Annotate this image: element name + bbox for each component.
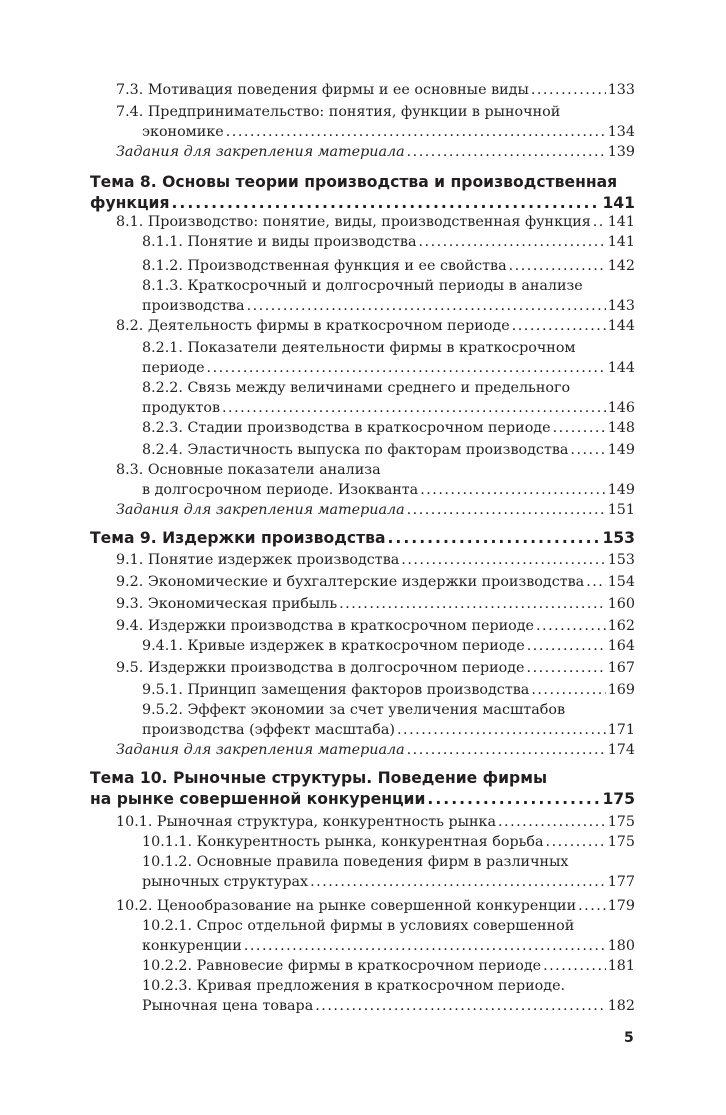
toc-entry (90, 276, 635, 316)
leader-dots (427, 789, 600, 810)
toc-entry-title: 9.3. Экономическая прибыль (116, 596, 338, 612)
toc-entry (90, 102, 635, 142)
toc-entry-title: 9.4.1. Кривые издержек в краткосрочном периоде (142, 638, 525, 654)
toc-page-number: 177 (607, 874, 635, 890)
leader-dots (543, 956, 606, 976)
toc-page-number: 167 (607, 660, 635, 676)
leader-dots (531, 80, 606, 100)
toc-page-number: 141 (607, 214, 635, 230)
toc-entry (90, 378, 635, 418)
toc-entry (90, 896, 635, 916)
leader-dots (226, 122, 606, 142)
toc-entry (90, 636, 635, 656)
toc-entry-title: 8.1. Производство: понятие, виды, производственная функция (116, 214, 591, 230)
leader-dots (388, 528, 601, 549)
toc-page-number: 134 (607, 124, 635, 140)
toc-chapter (90, 528, 635, 549)
toc-entry (90, 832, 635, 852)
toc-page-number: 179 (607, 898, 635, 914)
toc-entry (90, 916, 635, 956)
leader-dots (244, 936, 606, 956)
toc-page-number: 151 (607, 502, 635, 518)
toc-page-number: 175 (602, 790, 635, 808)
leader-dots (527, 658, 606, 678)
toc-page-number: 169 (607, 682, 635, 698)
toc-entry-title: 8.2.4. Эластичность выпуска по факторам производства (142, 442, 569, 458)
toc-page-number: 175 (607, 814, 635, 830)
leader-dots (397, 720, 606, 740)
toc-entry (90, 256, 635, 276)
toc-tasks (90, 142, 635, 162)
toc-page-number: 144 (607, 360, 635, 376)
toc-entry (90, 460, 635, 500)
toc-entry (90, 572, 635, 592)
leader-dots (407, 740, 606, 760)
toc-entry-title: периоде (142, 360, 205, 376)
toc-entry-title: 10.2.3. Кривая предложения в краткосрочном периоде. (142, 978, 566, 994)
toc-entry-title: 10.1.2. Основные правила поведения фирм в различных (142, 854, 569, 870)
toc-entry (90, 418, 635, 438)
leader-dots (418, 232, 605, 252)
toc-entry-title: 8.2.2. Связь между величинами среднего и предельного (142, 380, 571, 396)
toc-page-number: 141 (602, 194, 635, 212)
leader-dots (407, 500, 606, 520)
toc-entry (90, 976, 635, 1016)
toc-page-number: 154 (607, 574, 635, 590)
toc-entry-title: Задания для закрепления материала (116, 144, 405, 160)
toc-tasks (90, 740, 635, 760)
toc-entry-title: 7.3. Мотивация поведения фирмы и ее основные виды (116, 82, 529, 98)
toc-chapter (90, 172, 635, 214)
leader-dots (498, 812, 606, 832)
toc-entry-title: продуктов (142, 400, 221, 416)
leader-dots (509, 256, 606, 276)
toc-entry (90, 316, 635, 336)
toc-entry (90, 616, 635, 636)
toc-entry-title: 8.2.3. Стадии производства в краткосрочном периоде (142, 420, 551, 436)
toc-page-number: 180 (607, 938, 635, 954)
toc-entry-title: 9.5.1. Принцип замещения факторов производства (142, 682, 530, 698)
toc-entry-title: 10.2.2. Равновесие фирмы в краткосрочном периоде (142, 958, 542, 974)
leader-dots (593, 212, 606, 232)
toc-entry (90, 680, 635, 700)
toc-page-number: 160 (607, 596, 635, 612)
toc-entry-title: 10.1.1. Конкурентность рынка, конкурентная борьба (142, 834, 544, 850)
toc-page-number: 146 (607, 400, 635, 416)
toc-entry-title: 10.2. Ценообразование на рынке совершенной конкуренции (116, 898, 577, 914)
toc-entry-title: экономике (142, 124, 224, 140)
leader-dots (172, 193, 601, 214)
toc-entry-title: 9.2. Экономические и бухгалтерские издержки производства (116, 574, 585, 590)
toc-page-number: 153 (607, 552, 635, 568)
toc-page-number: 149 (607, 442, 635, 458)
leader-dots (536, 616, 606, 636)
toc-page-number: 148 (607, 420, 635, 436)
toc-page-number: 171 (607, 722, 635, 738)
page-number: 5 (624, 1030, 634, 1046)
toc-entry-title: производства (эффект масштаба) (142, 722, 396, 738)
toc-page-number: 139 (607, 144, 635, 160)
toc-entry-title: Задания для закрепления материала (116, 502, 405, 518)
toc-entry (90, 700, 635, 740)
toc-entry-title: 8.1.2. Производственная функция и ее свойства (142, 258, 507, 274)
toc-page-number: 141 (607, 234, 635, 250)
toc-entry (90, 80, 635, 100)
toc-entry-title: функция (90, 194, 170, 212)
leader-dots (578, 896, 606, 916)
toc-entry-title: в долгосрочном периоде. Изокванта (142, 482, 419, 498)
toc-entry-title: Тема 10. Рыночные структуры. Поведение фирмы (90, 769, 548, 787)
leader-dots (339, 594, 606, 614)
toc-page-number: 153 (602, 529, 635, 547)
toc-entry-title: конкуренции (142, 938, 242, 954)
toc-entry (90, 232, 635, 252)
leader-dots (310, 872, 606, 892)
toc-page-number: 144 (607, 318, 635, 334)
toc-entry (90, 852, 635, 892)
toc-entry-title: 9.5. Издержки производства в долгосрочном периоде (116, 660, 525, 676)
leader-dots (512, 316, 606, 336)
toc-chapter (90, 768, 635, 810)
toc-page-number: 162 (607, 618, 635, 634)
leader-dots (207, 358, 606, 378)
toc-page-number: 143 (607, 298, 635, 314)
leader-dots (527, 636, 606, 656)
leader-dots (315, 996, 605, 1016)
toc-page-number: 182 (607, 998, 635, 1014)
toc-entry (90, 956, 635, 976)
toc-entry (90, 440, 635, 460)
leader-dots (247, 296, 606, 316)
leader-dots (222, 398, 606, 418)
toc-entry (90, 658, 635, 678)
leader-dots (546, 832, 606, 852)
leader-dots (407, 142, 606, 162)
leader-dots (553, 418, 606, 438)
toc-entry-title: 9.5.2. Эффект экономии за счет увеличения масштабов (142, 702, 565, 718)
toc-page-number: 164 (607, 638, 635, 654)
toc-page-number: 181 (607, 958, 635, 974)
toc-entry-title: 10.2.1. Спрос отдельной фирмы в условиях совершенной (142, 918, 575, 934)
toc-page-number: 142 (607, 258, 635, 274)
toc-entry (90, 594, 635, 614)
toc-entry-title: 7.4. Предпринимательство: понятия, функции в рыночной (116, 104, 561, 120)
toc-entry-title: 9.1. Понятие издержек производства (116, 552, 400, 568)
toc-entry-title: Тема 9. Издержки производства (90, 529, 386, 547)
toc-page-number: 175 (607, 834, 635, 850)
toc-entry-title: 10.1. Рыночная структура, конкурентность рынка (116, 814, 496, 830)
toc-entry-title: 8.2.1. Показатели деятельности фирмы в краткосрочном (142, 340, 576, 356)
toc-entry-title: рыночных структурах (142, 874, 309, 890)
leader-dots (401, 550, 605, 570)
toc-entry (90, 212, 635, 232)
toc-entry-title: на рынке совершенной конкуренции (90, 790, 426, 808)
toc-entry-title: Тема 8. Основы теории производства и производственная (90, 173, 618, 191)
toc-entry (90, 812, 635, 832)
toc-page-number: 133 (607, 82, 635, 98)
toc-entry-title: 9.4. Издержки производства в краткосрочном периоде (116, 618, 534, 634)
toc-entry-title: производства (142, 298, 245, 314)
toc-entry (90, 550, 635, 570)
toc-entry-title: 8.2. Деятельность фирмы в краткосрочном периоде (116, 318, 510, 334)
leader-dots (586, 572, 606, 592)
toc-entry-title: 8.3. Основные показатели анализа (116, 462, 381, 478)
toc-entry-title: 8.1.1. Понятие и виды производства (142, 234, 417, 250)
leader-dots (531, 680, 605, 700)
toc-entry-title: Задания для закрепления материала (116, 742, 405, 758)
leader-dots (570, 440, 605, 460)
toc-tasks (90, 500, 635, 520)
leader-dots (420, 480, 606, 500)
toc-page-number: 174 (607, 742, 635, 758)
toc-entry (90, 338, 635, 378)
toc-entry-title: Рыночная цена товара (142, 998, 314, 1014)
toc-page-number: 149 (607, 482, 635, 498)
toc-entry-title: 8.1.3. Краткосрочный и долгосрочный периоды в анализе (142, 278, 583, 294)
